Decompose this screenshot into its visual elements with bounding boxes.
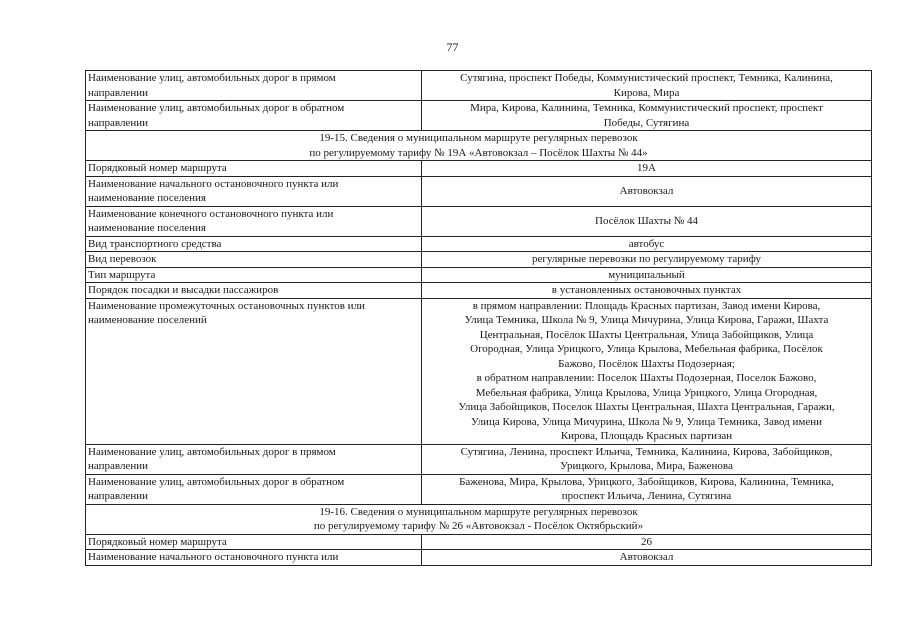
row-value: Сутягина, Ленина, проспект Ильича, Темника, Калинина, Кирова, Забойщиков, Урицкого, Крылова, Мира, Баженова xyxy=(422,444,872,474)
row-label: Наименование улиц, автомобильных дорог в обратном направлении xyxy=(86,101,422,131)
row-label: Наименование промежуточных остановочных пунктов или наименование поселений xyxy=(86,298,422,444)
row-value: в установленных остановочных пунктах xyxy=(422,283,872,299)
section-header-19-16 xyxy=(86,504,872,534)
row-label: Тип маршрута xyxy=(86,267,422,283)
table-row xyxy=(86,534,872,550)
table-row xyxy=(86,176,872,206)
table-row xyxy=(86,550,872,566)
table-row xyxy=(86,474,872,504)
row-value: Баженова, Мира, Крылова, Урицкого, Забойщиков, Кирова, Калинина, Темника, проспект Ильича, Ленина, Сутягина xyxy=(422,474,872,504)
section-title: 19-15. Сведения о муниципальном маршруте регулярных перевозок по регулируемому тарифу № 19А «Автовокзал – Посёлок Шахты № 44» xyxy=(86,131,872,161)
table-row xyxy=(86,298,872,444)
section-header-19-15 xyxy=(86,131,872,161)
row-value: муниципальный xyxy=(422,267,872,283)
row-value: в прямом направлении: Площадь Красных партизан, Завод имени Кирова, Улица Темника, Школа № 9, Улица Мичурина, Улица Кирова, Гаражи, Шахта Центральная, Посёлок Шахты Центральная, Улица Забойщиков, Улица Огородная, Улица Урицкого, Улица Крылова, Мебельная фабрика, Посёлок Бажово, Посёлок Шахты Подозерная; в обратном направлении: Поселок Шахты Подозерная, Поселок Бажово, Мебельная фабрика, Улица Крылова, Улица Урицкого, Улица Огородная, Улица Забойщиков, Поселок Шахты Центральная, Шахта Центральная, Гаражи, Улица Кирова, Улица Мичурина, Школа № 9, Улица Темника, Завод имени Кирова, Площадь Красных партизан xyxy=(422,298,872,444)
row-label: Порядок посадки и высадки пассажиров xyxy=(86,283,422,299)
row-value: Мира, Кирова, Калинина, Темника, Коммунистический проспект, проспект Победы, Сутягина xyxy=(422,101,872,131)
row-label: Наименование улиц, автомобильных дорог в прямом направлении xyxy=(86,71,422,101)
section-title: 19-16. Сведения о муниципальном маршруте регулярных перевозок по регулируемому тарифу № 26 «Автовокзал - Посёлок Октябрьский» xyxy=(86,504,872,534)
row-value: Автовокзал xyxy=(422,550,872,566)
row-label: Наименование улиц, автомобильных дорог в прямом направлении xyxy=(86,444,422,474)
row-value: Сутягина, проспект Победы, Коммунистический проспект, Темника, Калинина, Кирова, Мира xyxy=(422,71,872,101)
table-row xyxy=(86,444,872,474)
table-row xyxy=(86,71,872,101)
row-value: регулярные перевозки по регулируемому тарифу xyxy=(422,252,872,268)
row-value: автобус xyxy=(422,236,872,252)
row-value: Автовокзал xyxy=(422,176,872,206)
row-label: Вид перевозок xyxy=(86,252,422,268)
row-label: Порядковый номер маршрута xyxy=(86,534,422,550)
route-info-table xyxy=(85,70,872,566)
row-label: Наименование конечного остановочного пункта или наименование поселения xyxy=(86,206,422,236)
table-row xyxy=(86,161,872,177)
row-label: Вид транспортного средства xyxy=(86,236,422,252)
table-row xyxy=(86,252,872,268)
row-label: Наименование начального остановочного пункта или xyxy=(86,550,422,566)
row-value: Посёлок Шахты № 44 xyxy=(422,206,872,236)
table-row xyxy=(86,206,872,236)
table-row xyxy=(86,101,872,131)
table-row xyxy=(86,267,872,283)
row-value: 26 xyxy=(422,534,872,550)
row-label: Наименование начального остановочного пункта или наименование поселения xyxy=(86,176,422,206)
table-row xyxy=(86,236,872,252)
table-row xyxy=(86,283,872,299)
row-label: Порядковый номер маршрута xyxy=(86,161,422,177)
row-value: 19А xyxy=(422,161,872,177)
page-number: 77 xyxy=(446,40,459,54)
row-label: Наименование улиц, автомобильных дорог в обратном направлении xyxy=(86,474,422,504)
